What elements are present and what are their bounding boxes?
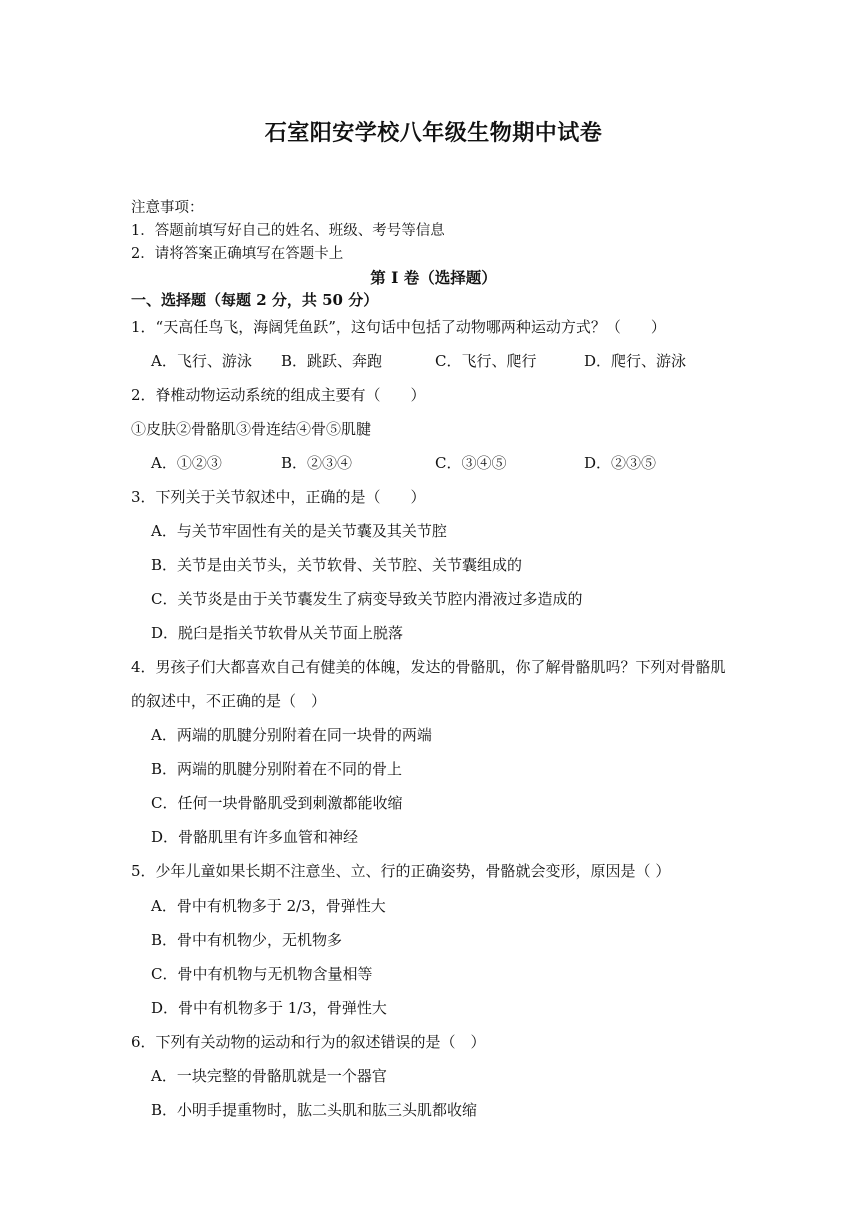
option: B．跳跃、奔跑 bbox=[281, 352, 383, 370]
option: C．关节炎是由于关节囊发生了病变导致关节腔内滑液过多造成的 bbox=[151, 590, 583, 608]
notice-item: 2．请将答案正确填写在答题卡上 bbox=[131, 246, 344, 262]
question-stem: 4．男孩子们大都喜欢自己有健美的体魄，发达的骨骼肌，你了解骨骼肌吗？下列对骨骼肌 bbox=[131, 658, 726, 676]
option: B．②③④ bbox=[281, 454, 353, 472]
option: D．骨中有机物多于 1/3，骨弹性大 bbox=[151, 999, 387, 1017]
option: D．爬行、游泳 bbox=[584, 352, 687, 370]
question-stem: 5．少年儿童如果长期不注意坐、立、行的正确姿势，骨骼就会变形，原因是（ ） bbox=[131, 862, 671, 880]
question-extra: ①皮肤②骨骼肌③骨连结④骨⑤肌腱 bbox=[131, 420, 372, 438]
question-stem: 2．脊椎动物运动系统的组成主要有（ ） bbox=[131, 386, 426, 404]
option: A．与关节牢固性有关的是关节囊及其关节腔 bbox=[151, 522, 447, 540]
option: A．一块完整的骨骼肌就是一个器官 bbox=[151, 1067, 387, 1085]
exam-title: 石室阳安学校八年级生物期中试卷 bbox=[264, 120, 603, 146]
option: B．小明手提重物时，肱二头肌和肱三头肌都收缩 bbox=[151, 1101, 478, 1119]
question-stem: 6．下列有关动物的运动和行为的叙述错误的是（ ） bbox=[131, 1033, 486, 1051]
option: D．脱臼是指关节软骨从关节面上脱落 bbox=[151, 624, 404, 642]
option: B．两端的肌腱分别附着在不同的骨上 bbox=[151, 760, 403, 778]
option: D．②③⑤ bbox=[584, 454, 657, 472]
option: D．骨骼肌里有许多血管和神经 bbox=[151, 828, 359, 846]
option: A．骨中有机物多于 2/3，骨弹性大 bbox=[151, 897, 386, 915]
option: B．骨中有机物少，无机物多 bbox=[151, 931, 343, 949]
question-stem-continued: 的叙述中，不正确的是（ ） bbox=[131, 692, 327, 710]
option: C．飞行、爬行 bbox=[435, 352, 537, 370]
option: C．③④⑤ bbox=[435, 454, 507, 472]
part-title: 一、选择题（每题 2 分，共 50 分） bbox=[131, 291, 379, 309]
question-stem: 3．下列关于关节叙述中，正确的是（ ） bbox=[131, 488, 426, 506]
option: C．骨中有机物与无机物含量相等 bbox=[151, 965, 373, 983]
notice-item: 1．答题前填写好自己的姓名、班级、考号等信息 bbox=[131, 223, 445, 239]
notice-heading: 注意事项： bbox=[131, 200, 204, 216]
option: B．关节是由关节头，关节软骨、关节腔、关节囊组成的 bbox=[151, 556, 523, 574]
volume-title: 第 I 卷（选择题） bbox=[370, 268, 497, 287]
option: C．任何一块骨骼肌受到刺激都能收缩 bbox=[151, 794, 403, 812]
option: A．两端的肌腱分别附着在同一块骨的两端 bbox=[151, 726, 432, 744]
question-stem: 1．“天高任鸟飞，海阔凭鱼跃”，这句话中包括了动物哪两种运动方式？（ ） bbox=[131, 318, 666, 336]
option: A．①②③ bbox=[151, 454, 222, 472]
option: A．飞行、游泳 bbox=[151, 352, 252, 370]
